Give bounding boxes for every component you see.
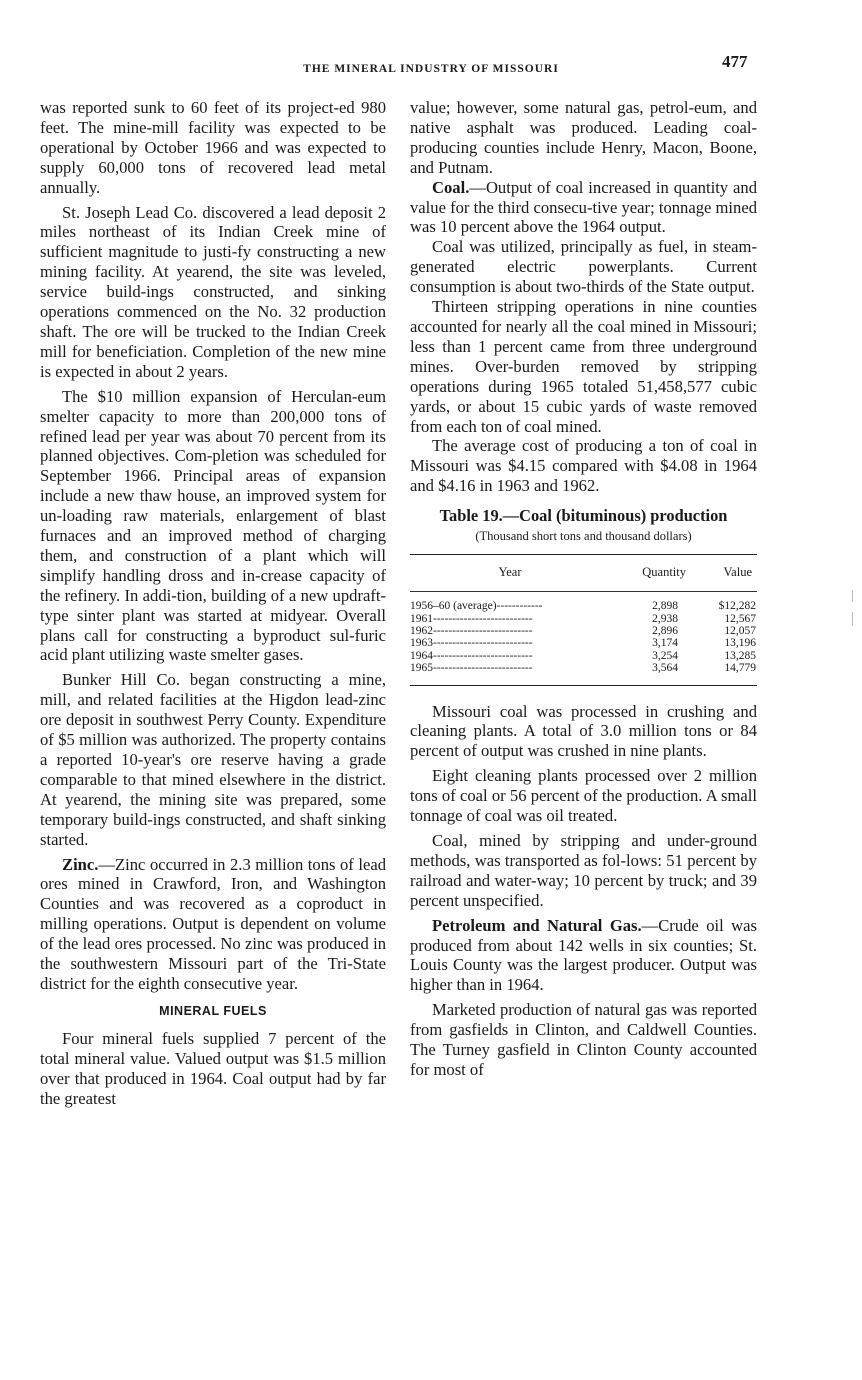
cell-quantity: 2,898 xyxy=(652,600,678,613)
table-title: Table 19.—Coal (bituminous) production xyxy=(439,506,728,526)
cell-year: 1964-------------------------- xyxy=(410,649,533,662)
paragraph: St. Joseph Lead Co. discovered a lead deposit 2 miles northeast of its Indian Creek mine of sufficient magnitude to justi-fy constructing a new mining facility. At yearend, the site was leveled, service build-ings constructed, and sinking operations commenced on the No. 32 production shaft. The ore will be trucked to the Indian Creek mill for beneficiation. Completion of the new mine is expected in about 2 years. xyxy=(40,202,386,381)
cell-value: 13,285 xyxy=(724,649,756,662)
paragraph-petroleum xyxy=(410,916,757,996)
cell-year: 1956–60 (average)------------ xyxy=(410,600,543,613)
paragraph: Missouri coal was processed in crushing and cleaning plants. A total of 3.0 million tons or 84 percent of output was crushed in nine plants. xyxy=(410,701,757,761)
cell-value: 14,779 xyxy=(724,662,756,675)
page-number: 477 xyxy=(722,52,748,71)
right-column xyxy=(410,98,757,1080)
cell-value: $12,282 xyxy=(718,600,756,613)
paragraph-coal xyxy=(410,178,757,238)
running-head: THE MINERAL INDUSTRY OF MISSOURI xyxy=(303,63,559,75)
table-row xyxy=(410,637,757,649)
cell-quantity: 2,938 xyxy=(652,612,678,625)
table-row xyxy=(410,650,757,662)
cell-value: 12,057 xyxy=(724,624,756,637)
table-bottom-rule xyxy=(410,685,757,686)
margin-scan-mark xyxy=(852,612,853,626)
table-subtitle: (Thousand short tons and thousand dollars) xyxy=(475,529,692,544)
paragraph: The average cost of producing a ton of coal in Missouri was $4.15 compared with $4.08 in 1964 and $4.16 in 1963 and 1962. xyxy=(410,436,757,496)
cell-value: 13,196 xyxy=(724,637,756,650)
table-row xyxy=(410,600,757,612)
header-value: Value xyxy=(723,565,752,580)
cell-year: 1961-------------------------- xyxy=(410,612,533,625)
header-year: Year xyxy=(498,565,522,580)
cell-value: 12,567 xyxy=(724,612,756,625)
paragraph: The $10 million expansion of Herculan-eum smelter capacity to more than 200,000 tons of refined lead per year was about 70 percent from its planned objectives. Com-pletion was scheduled for September 1966. Principal areas of expansion include a new thaw house, an improved system for un-loading raw materials, enlargement of blast furnaces and an improved method of charging them, and construction of a plant which will simplify handling dross and in-crease capacity of the refinery. In addi-tion, building of a new updraft-type sinter plant was started at midyear. Overall plans call for constructing a byproduct sul-furic acid plant utilizing waste smelter gases. xyxy=(40,386,386,665)
left-column xyxy=(40,98,386,1108)
paragraph: Bunker Hill Co. began constructing a mine, mill, and related facilities at the Higdon lead-zinc ore deposit in southwest Perry County. Expenditure of $5 million was authorized. The property contains a reported 10-year's ore reserve having a grade comparable to that mined elsewhere in the district. At yearend, the mining site was prepared, some temporary build-ings constructed, and shaft sinking started. xyxy=(40,670,386,849)
coal-text: —Output of coal increased in quantity and value for the third consecu-tive year; tonnage mined was 10 percent above the 1964 output. xyxy=(410,177,757,237)
table-row xyxy=(410,662,757,674)
table-body xyxy=(410,592,757,684)
cell-year: 1963-------------------------- xyxy=(410,637,533,650)
cell-year: 1962-------------------------- xyxy=(410,624,533,637)
paragraph-zinc xyxy=(40,855,386,994)
paragraph: value; however, some natural gas, petrol-eum, and native asphalt was produced. Leading coal-producing counties include Henry, Macon, Boone, and Putnam. xyxy=(410,98,757,177)
cell-quantity: 3,254 xyxy=(652,649,678,662)
paragraph: Coal, mined by stripping and under-ground methods, was transported as fol-lows: 51 percent by railroad and water-way; 10 percent by truck; and 39 percent unspecified. xyxy=(410,831,757,910)
margin-scan-mark xyxy=(852,590,853,602)
paragraph: Thirteen stripping operations in nine counties accounted for nearly all the coal mined in Missouri; less than 1 percent came from three underground mines. Over-burden removed by stripping operations during 1965 totaled 51,458,577 cubic yards, or about 15 cubic yards of waste removed from each ton of coal mined. xyxy=(410,297,757,436)
paragraph: was reported sunk to 60 feet of its project-ed 980 feet. The mine-mill facility was expected to be operational by October 1966 and was expected to supply 60,000 tons of recovered lead metal annually. xyxy=(40,98,386,197)
cell-quantity: 3,564 xyxy=(652,662,678,675)
paragraph: Four mineral fuels supplied 7 percent of the total mineral value. Valued output was $1.5 million over that produced in 1964. Coal output had by far the greatest xyxy=(40,1028,386,1108)
header-quantity: Quantity xyxy=(642,565,686,580)
coal-run-in-heading: Coal. xyxy=(432,177,470,197)
table-row xyxy=(410,625,757,637)
table-header-row xyxy=(410,555,757,591)
coal-production-table xyxy=(410,506,757,685)
zinc-text: —Zinc occurred in 2.3 million tons of lead ores mined in Crawford, Iron, and Washington Counties and was recovered as a coproduct in milling operations. Output is dependent on volume of the lead ores processed. No zinc was produced in the southwestern Missouri part of the Tri-State district for the eighth consecutive year. xyxy=(40,854,386,993)
cell-quantity: 3,174 xyxy=(652,637,678,650)
paragraph: Marketed production of natural gas was reported from gasfields in Clinton, and Caldwell Counties. The Turney gasfield in Clinton County accounted for most of xyxy=(410,1000,757,1079)
petroleum-run-in-heading: Petroleum and Natural Gas. xyxy=(432,915,642,935)
section-heading: MINERAL FUELS xyxy=(159,1003,267,1018)
table-row xyxy=(410,613,757,625)
zinc-run-in-heading: Zinc. xyxy=(62,854,99,874)
cell-year: 1965-------------------------- xyxy=(410,662,533,675)
cell-quantity: 2,896 xyxy=(652,624,678,637)
paragraph: Eight cleaning plants processed over 2 million tons of coal or 56 percent of the production. A small tonnage of coal was oil treated. xyxy=(410,766,757,826)
petroleum-text: —Crude oil was produced from about 142 wells in six counties; St. Louis County was the largest producer. Output was higher than in 1964. xyxy=(410,915,757,995)
paragraph: Coal was utilized, principally as fuel, in steam-generated electric powerplants. Current consumption is about two-thirds of the State output. xyxy=(410,237,757,297)
